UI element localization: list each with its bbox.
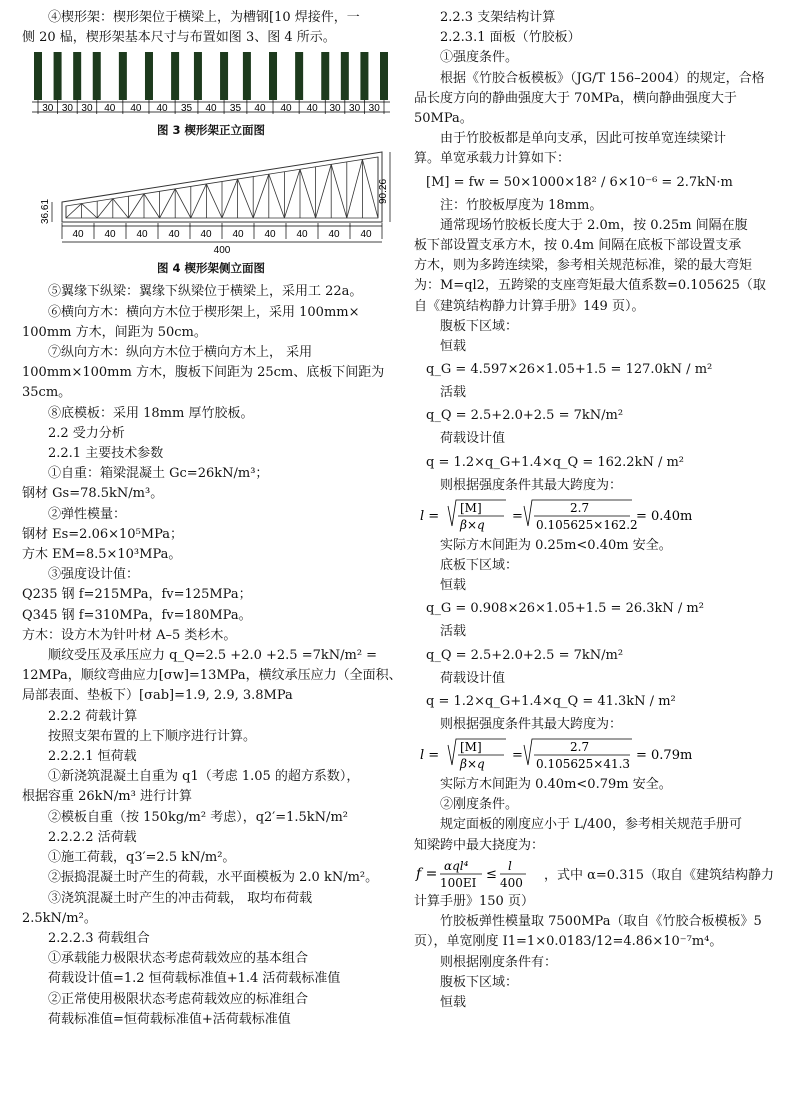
fig3-frame-bar	[194, 52, 202, 100]
text-line: 恒载	[440, 578, 467, 594]
fig4-segment-label: 40	[72, 229, 84, 241]
text-line: Q235 钢 f=215MPa，fv=125MPa；	[22, 587, 252, 603]
fig4-diagonal-member	[269, 175, 285, 219]
left-column	[22, 8, 400, 1030]
text-line: 则根据强度条件其最大跨度为：	[440, 716, 623, 732]
section-heading: 2.2.2.1 恒荷载	[48, 749, 137, 765]
fig3-frame-bar	[93, 52, 101, 100]
equation-moment: [M] = fw = 50×1000×18² / 6×10⁻⁶ = 2.7kN·m	[426, 174, 733, 190]
fig3-spacing-label: 40	[254, 103, 266, 115]
text-line: Q345 钢 f=310MPa，fv=180MPa。	[22, 607, 252, 623]
text-line: 页），单宽刚度 I1=1×0.0183/12=4.86×10⁻⁷m⁴。	[414, 934, 723, 950]
text-line: 通常现场竹胶板长度大于 2.0m，按 0.25m 间隔在腹	[440, 217, 748, 233]
text-line: ③强度设计值：	[48, 567, 140, 583]
eq9-result: = 0.79m	[636, 748, 693, 764]
fig3-spacing-label: 30	[349, 103, 361, 115]
fig4-diagonal-member	[160, 189, 176, 218]
svg-text:β×q: β×q	[460, 757, 485, 772]
text-line: 12MPa，顺纹弯曲应力[σw]=13MPa，横纹承压应力（全面积、	[22, 668, 402, 684]
equation-live-load-web: q_Q = 2.5+2.0+2.5 = 7kN/m²	[426, 408, 624, 424]
text-line: 则根据强度条件其最大跨度为：	[440, 477, 623, 493]
text-line: 顺纹受压及承压应力 q_Q=2.5 +2.0 +2.5 =7kN/m² =	[48, 648, 378, 664]
svg-text:αql⁴: αql⁴	[444, 858, 469, 873]
equation-note: ，式中 α=0.315（取自《建筑结构静力	[544, 868, 775, 884]
left-text-block	[22, 282, 400, 1030]
text-line: ⑧底模板：采用 18mm 厚竹胶板。	[48, 405, 254, 421]
text-line: 钢材 Gs=78.5kN/m³。	[22, 486, 164, 502]
text-line: 板下部设置支承方木，按 0.4m 间隔在底板下部设置支承	[414, 238, 742, 254]
section-heading: 2.2.2 荷载计算	[48, 708, 138, 724]
text-line: 规定面板的刚度应小于 L/400，参考相关规范手册可	[440, 817, 742, 833]
text-line: 知梁跨中最大挠度为：	[414, 837, 545, 853]
section-heading: 2.2.3 支架结构计算	[440, 10, 556, 25]
text-line: 恒载	[440, 339, 467, 355]
text-line: 根据容重 26kN/m³ 进行计算	[22, 789, 192, 805]
svg-text:≤: ≤	[486, 866, 497, 882]
svg-text:=: =	[512, 508, 523, 524]
svg-text:[M]: [M]	[460, 740, 482, 755]
fig3-frame-bar	[34, 52, 42, 100]
text-line: 方木 EM=8.5×10³MPa。	[22, 547, 182, 563]
fig4-diagonal-member	[284, 170, 300, 219]
text-line: ⑥横向方木：横向方木位于楔形架上，采用 100mm×	[48, 304, 360, 320]
svg-text:[M]: [M]	[460, 500, 482, 515]
fig3-spacing-label: 40	[280, 103, 292, 115]
text-line: ②弹性模量：	[48, 506, 127, 522]
fig3-frame-bar	[171, 52, 179, 100]
paragraph: ④楔形架：楔形架位于横梁上，为槽钢[10 焊接件，一	[48, 10, 360, 25]
eq5-denominator: 0.105625×162.2	[536, 517, 638, 532]
paragraph: 侧 20 榀，楔形架基本尺寸与布置如图 3、图 4 所示。	[22, 30, 336, 46]
eq9-numerator: 2.7	[570, 740, 590, 755]
text-line: 由于竹胶板都是单向支承，因此可按单宽连续梁计	[440, 131, 727, 147]
fig4-diagonal-member	[238, 179, 254, 218]
fig3-spacing-label: 30	[81, 103, 93, 115]
fig4-right-height: 90.26	[378, 179, 389, 205]
text-line: 自《建筑结构静力计算手册》149 页）。	[414, 298, 645, 314]
fig4-diagonal-member	[128, 194, 144, 218]
text-line: ⑤翼缘下纵梁：翼缘下纵梁位于横梁上，采用工 22a。	[48, 284, 363, 300]
text-line: ①自重：箱梁混凝土 Gc=26kN/m³；	[48, 466, 269, 482]
fig4-diagonal-member	[300, 170, 316, 219]
text-line: ②振捣混凝土时产生的荷载，水平面模板为 2.0 kN/m²。	[48, 870, 379, 886]
fig4-segment-label: 40	[360, 229, 372, 241]
text-line: 活载	[440, 385, 467, 401]
fig4-diagonal-member	[191, 184, 207, 218]
text-line: 竹胶板弹性模量取 7500MPa（取自《竹胶合板模板》5	[440, 914, 762, 930]
text-line: 100mm×100mm 方木，腹板下间距为 25cm、底板下间距为	[22, 365, 385, 381]
figure-3-front-elevation	[22, 48, 400, 118]
figure-4-side-elevation	[22, 144, 400, 256]
section-heading: 2.2.2.2 活荷载	[48, 829, 137, 845]
svg-text:400: 400	[500, 875, 523, 890]
equation-span-web	[420, 496, 780, 536]
text-line: ②模板自重（按 150kg/m² 考虑），q2′=1.5kN/m²	[48, 809, 348, 825]
fig3-frame-bar	[380, 52, 388, 100]
fig3-frame-bar	[73, 52, 81, 100]
eq5-numerator: 2.7	[570, 500, 590, 515]
fig3-frame-bar	[145, 52, 153, 100]
text-line: 100mm 方木，间距为 50cm。	[22, 324, 207, 340]
text-line: ⑦纵向方木：纵向方木位于横向方木上， 采用	[48, 345, 313, 361]
text-line: 计算手册》150 页）	[414, 893, 534, 909]
text-line: 根据《竹胶合板模板》（JG/T 156–2004）的规定，合格	[440, 70, 765, 86]
text-line: 注：竹胶板厚度为 18mm。	[440, 197, 603, 213]
fig4-diagonal-member	[253, 175, 269, 219]
fig3-frame-bar	[321, 52, 329, 100]
svg-text:l: l	[508, 858, 512, 873]
figure-3-caption: 图 3 楔形架正立面图	[156, 123, 265, 138]
fig3-frame-bar	[360, 52, 368, 100]
svg-text:l =: l =	[420, 508, 440, 524]
equation-dead-load-web: q_G = 4.597×26×1.05+1.5 = 127.0kN / m²	[426, 362, 713, 378]
fig3-spacing-label: 30	[42, 103, 54, 115]
fig4-diagonal-member	[113, 199, 129, 218]
text-line: 方木：设方木为针叶材 A–5 类杉木。	[22, 627, 237, 643]
fig3-bars	[34, 52, 388, 100]
fig3-spacing-label: 30	[368, 103, 380, 115]
fig3-spacing-label: 40	[104, 103, 116, 115]
section-heading: 2.2 受力分析	[48, 425, 125, 441]
equation-live-load-bottom: q_Q = 2.5+2.0+2.5 = 7kN/m²	[426, 647, 624, 663]
text-line: 2.5kN/m²。	[22, 910, 97, 926]
text-line: 实际方木间距为 0.40m<0.79m 安全。	[440, 777, 672, 793]
equation-dead-load-bottom: q_G = 0.908×26×1.05+1.5 = 26.3kN / m²	[426, 601, 704, 617]
text-line: 35cm。	[22, 385, 72, 401]
svg-text:f =: f =	[416, 865, 438, 882]
text-line: 荷载标准值=恒荷载标准值+活荷载标准值	[48, 1011, 291, 1027]
text-line: 钢材 Es=2.06×10⁵MPa；	[22, 526, 184, 542]
text-line: 按照支架布置的上下顺序进行计算。	[48, 728, 257, 744]
fig3-frame-bar	[243, 52, 251, 100]
fig4-segment-label: 40	[200, 229, 212, 241]
fig4-segment-label: 40	[232, 229, 244, 241]
text-line: ②刚度条件。	[440, 797, 519, 813]
text-line: 荷载设计值	[440, 670, 506, 686]
text-line: 50MPa。	[414, 111, 473, 127]
fig3-spacing-label: 40	[130, 103, 142, 115]
fig4-diagonal-member	[175, 189, 191, 218]
fig3-frame-bar	[269, 52, 277, 100]
svg-text:l =: l =	[420, 748, 440, 764]
text-line: ③浇筑混凝土时产生的冲击荷载， 取均布荷载	[48, 890, 313, 906]
equation-deflection	[414, 856, 786, 892]
text-line: 腹板下区域：	[440, 974, 519, 990]
fig4-segment-label: 40	[264, 229, 276, 241]
text-line: 算。单宽承载力计算如下：	[414, 151, 571, 167]
text-line: 方木，则为多跨连续梁，参考相关规范标准，梁的最大弯矩	[414, 258, 753, 274]
text-line: 为：M=ql2，五跨梁的支座弯矩最大值系数=0.105625（取	[414, 278, 766, 294]
section-heading: 2.2.2.3 荷载组合	[48, 930, 150, 946]
fig4-diagonal-member	[222, 179, 238, 218]
fig3-spacing-label: 40	[205, 103, 217, 115]
fig4-diagonal-member	[347, 160, 363, 219]
fig4-diagonal-member	[144, 194, 160, 218]
svg-text:=: =	[512, 748, 523, 764]
fig4-segment-dimensions	[62, 223, 382, 240]
fig4-segment-label: 40	[296, 229, 308, 241]
equation-span-bottom	[420, 735, 780, 775]
eq9-denominator: 0.105625×41.3	[536, 757, 631, 772]
fig4-segment-label: 40	[168, 229, 180, 241]
text-line: 实际方木间距为 0.25m<0.40m 安全。	[440, 537, 672, 553]
fig3-frame-bar	[54, 52, 62, 100]
fig4-left-height: 36.61	[40, 199, 51, 225]
svg-text:β×q: β×q	[460, 517, 485, 532]
fig3-spacing-label: 40	[156, 103, 168, 115]
fig3-spacing-label: 30	[329, 103, 341, 115]
fig4-diagonal-member	[316, 165, 332, 219]
deflection-formula	[414, 856, 544, 892]
text-line: 荷载设计值=1.2 恒荷载标准值+1.4 活荷载标准值	[48, 971, 341, 987]
text-line: ②正常使用极限状态考虑荷载效应的标准组合	[48, 991, 309, 1007]
fig3-frame-bar	[341, 52, 349, 100]
fig3-spacing-label: 35	[180, 103, 193, 115]
figure-4-caption: 图 4 楔形架侧立面图	[156, 261, 265, 276]
fig4-segment-label: 40	[136, 229, 148, 241]
right-column	[414, 8, 786, 1013]
fig3-spacing-label: 30	[61, 103, 73, 115]
text-line: 活载	[440, 624, 467, 640]
equation-design-load-bottom: q = 1.2×q_G+1.4×q_Q = 41.3kN / m²	[426, 693, 676, 709]
fig3-frame-bar	[220, 52, 228, 100]
text-line: 荷载设计值	[440, 431, 506, 447]
fig4-diagonal-member	[97, 199, 113, 218]
fig3-dimensions	[38, 100, 384, 114]
fig3-spacing-label: 40	[306, 103, 318, 115]
text-line: ①承载能力极限状态考虑荷载效应的基本组合	[48, 951, 309, 967]
text-line: ①新浇筑混凝土自重为 q1（考虑 1.05 的超方系数），	[48, 769, 360, 785]
text-line: 局部表面、垫板下）[σab]=1.9, 2.9, 3.8MPa	[22, 688, 293, 704]
fig3-frame-bar	[119, 52, 127, 100]
svg-text:100EI: 100EI	[440, 875, 477, 890]
text-line: 则根据刚度条件有：	[440, 954, 558, 970]
fig4-diagonal-member	[82, 204, 98, 218]
equation-design-load-web: q = 1.2×q_G+1.4×q_Q = 162.2kN / m²	[426, 454, 685, 470]
fig4-segment-label: 40	[328, 229, 340, 241]
section-heading: 2.2.1 主要技术参数	[48, 446, 164, 462]
eq5-result: = 0.40m	[636, 508, 693, 524]
fig3-spacing-label: 35	[229, 103, 242, 115]
fig4-total-length: 400	[213, 245, 231, 257]
text-line: 恒载	[440, 994, 467, 1010]
text-line: 腹板下区域：	[440, 318, 519, 334]
fig4-diagonal-member	[331, 165, 347, 219]
section-heading: 2.2.3.1 面板（竹胶板）	[440, 30, 581, 46]
fig3-frame-bar	[295, 52, 303, 100]
text-line: ①强度条件。	[440, 50, 519, 66]
fig4-segment-label: 40	[104, 229, 116, 241]
fig4-diagonal-member	[362, 160, 378, 219]
fig4-diagonal-member	[206, 184, 222, 218]
text-line: 底板下区域：	[440, 558, 519, 574]
fig4-truss	[66, 157, 378, 218]
text-line: ①施工荷载，q3′=2.5 kN/m²。	[48, 850, 236, 866]
text-line: 品长度方向的静曲强度大于 70MPa，横向静曲强度大于	[414, 90, 737, 106]
